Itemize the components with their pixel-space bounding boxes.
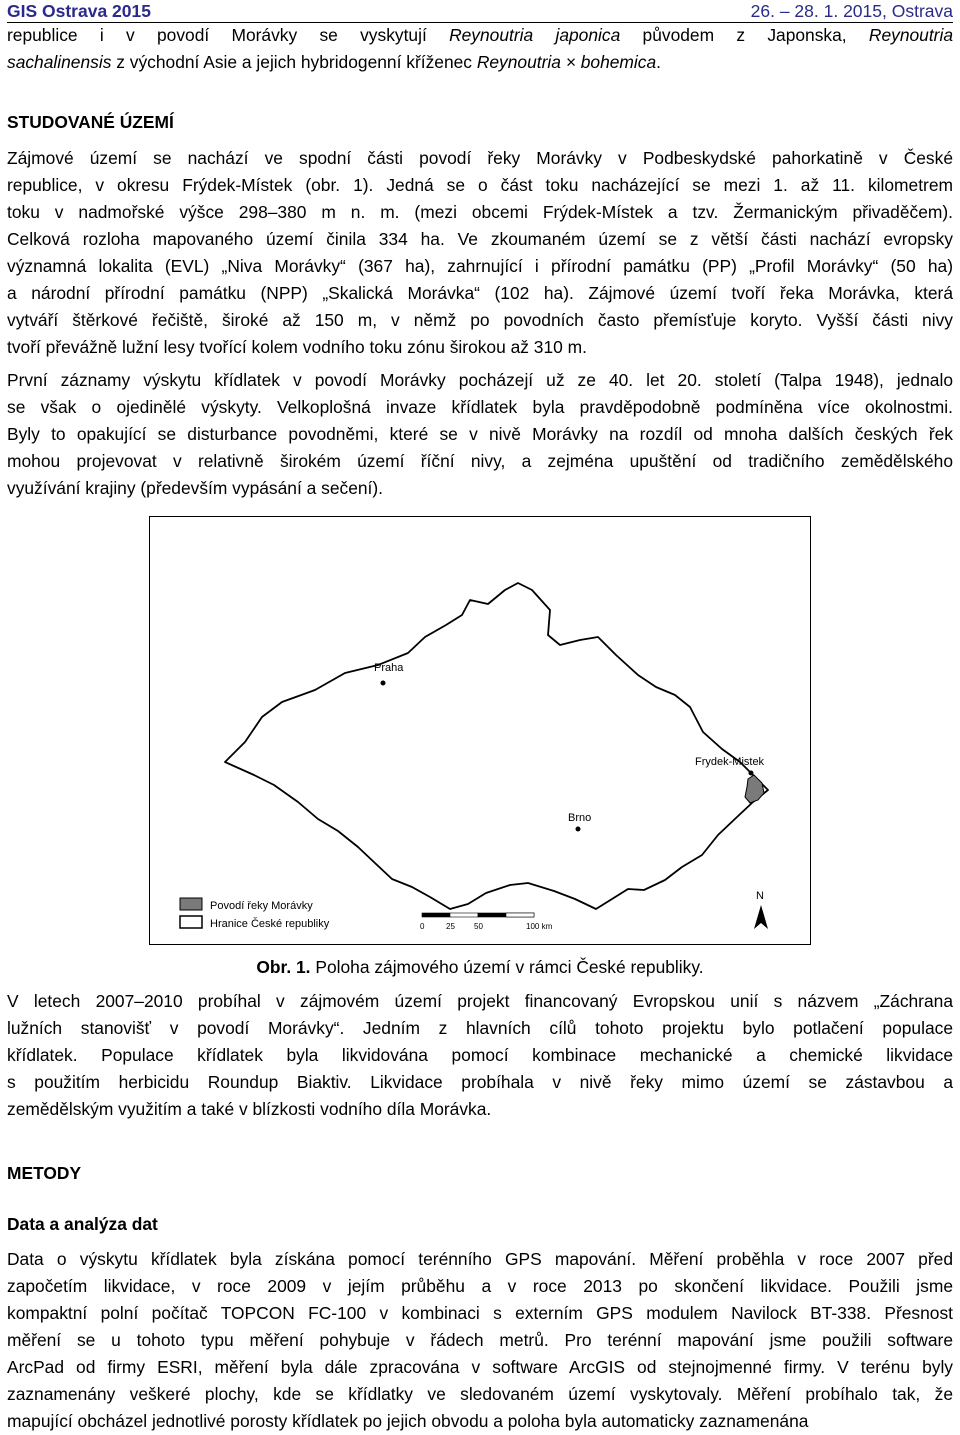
subsection-heading-data: Data a analýza dat: [7, 1214, 158, 1234]
label-brno: Brno: [568, 812, 592, 824]
text-line: Data o výskytu křídlatek byla získána pomocí terénního GPS mapování. Měření proběhla v roce 2007 před: [7, 1249, 953, 1269]
legend-basin-label: Povodí řeky Morávky: [210, 900, 313, 912]
map-czech-republic: [150, 517, 810, 944]
intro-paragraph: [7, 22, 953, 76]
paragraph-study-area-1: [7, 145, 953, 361]
species-name: Reynoutria: [868, 25, 954, 45]
text-line: s použitím herbicidu Roundup Biaktiv. Likvidace probíhala v nivě řeky mimo území se zástavbou a: [7, 1072, 953, 1092]
running-header: [7, 0, 953, 23]
text-line: kompaktní polní počítač TOPCON FC-100 v kombinaci s externím GPS modulem Navilock BT-338. Přesnost: [7, 1303, 953, 1323]
text-line: a národní přírodní památku (NPP) „Skalická Morávka“ (102 ha). Zájmové území tvoří řeka Morávka, která: [7, 283, 953, 303]
paragraph-data-collection: [7, 1246, 953, 1435]
text-line: Byly to opakující se disturbance povodněmi, které se v nivě Morávky na rozdíl od mnoha dalších českých řek: [7, 424, 953, 444]
species-name: Reynoutria japonica: [449, 25, 621, 45]
north-label: N: [756, 890, 764, 902]
moravka-basin-area: [745, 775, 764, 803]
text-line: Zájmové území se nachází ve spodní části povodí řeky Morávky v Podbeskydské pahorkatině v České: [7, 148, 953, 168]
text-line: V letech 2007–2010 probíhal v zájmovém území projekt financovaný Evropskou unií s názvem „Záchrana: [7, 991, 953, 1011]
legend-border-label: Hranice České republiky: [210, 918, 330, 930]
label-praha: Praha: [374, 662, 404, 674]
section-heading-methods: METODY: [7, 1163, 82, 1183]
header-conference-title: GIS Ostrava 2015: [7, 1, 151, 21]
legend-basin-swatch: [180, 898, 202, 910]
scale-bar: [420, 913, 553, 931]
north-arrow-icon: [754, 890, 768, 929]
scale-label-25: 25: [446, 922, 455, 931]
text-line: zemědělským využitím a také v blízkosti vodního díla Morávka.: [7, 1099, 492, 1119]
scale-label-100km: 100 km: [526, 922, 553, 931]
figure-caption-label: Obr. 1.: [256, 957, 311, 977]
figure-caption: [7, 957, 953, 978]
text-line: mohou projevovat v relativně širokém území říční nivy, a zejména upuštění od tradičního zemědělského: [7, 451, 953, 471]
text-line: se však o ojedinělé výskyty. Velkoplošná invaze křídlatek byla pravděpodobně podmíněna více okolnostmi.: [7, 397, 953, 417]
scale-label-0: 0: [420, 922, 425, 931]
text-line: významná lokalita (EVL) „Niva Morávky“ (367 ha), zahrnující i přírodní památku (PP) „Profil Morávky“ (50 ha): [7, 256, 953, 276]
legend-border-swatch: [180, 916, 202, 928]
figure-map: [149, 516, 811, 945]
paragraph-study-area-2: [7, 367, 953, 502]
label-frydek-mistek: Frydek-Mistek: [695, 756, 765, 768]
frydek-marker: [749, 771, 754, 776]
text-line: započetím likvidace, v roce 2009 v jejím průběhu a v roce 2013 po skončení likvidace. Použili jsme: [7, 1276, 953, 1296]
text-line: lužních stanovišť v povodí Morávky“. Jedním z hlavních cílů tohoto projektu bylo potlačení populace: [7, 1018, 953, 1038]
text-line: Celková rozloha mapovaného území činila 334 ha. Ve zkoumaném území se z větší části nachází evropsky: [7, 229, 953, 249]
species-name: sachalinensis: [7, 52, 112, 72]
text-line: vytváří štěrkové řečiště, široké až 150 m, v němž po povodních často přemísťuje koryto. Vyšší části nivy: [7, 310, 953, 330]
praha-marker: [381, 681, 386, 686]
brno-marker: [576, 827, 581, 832]
text-run: z východní Asie a jejich hybridogenní kříženec: [111, 52, 477, 72]
text-line: ArcPad od firmy ESRI, měření byla dále zpracována v software ArcGIS od stejnojmenné firmy. V terénu byly: [7, 1357, 953, 1377]
text-line: První záznamy výskytu křídlatek v povodí Morávky pocházejí už ze 40. let 20. století (Talpa 1948), jednalo: [7, 370, 953, 390]
section-heading-study-area: STUDOVANÉ ÚZEMÍ: [7, 112, 174, 132]
text-run: původem z Japonska,: [620, 25, 869, 45]
text-line: tvoří převážně lužní lesy tvořící kolem vodního toku zónu širokou až 310 m.: [7, 337, 587, 357]
text-line: mapující obcházel jednotlivé porosty křídlatek po jejich obvodu a poloha byla automaticky zaznamenána: [7, 1411, 809, 1431]
text-line: využívání krajiny (především vypásání a sečení).: [7, 478, 383, 498]
czech-border-outline: [225, 583, 768, 909]
text-line: [7, 22, 953, 49]
text-line: [7, 49, 953, 76]
scale-label-50: 50: [474, 922, 483, 931]
text-line: republice, v okresu Frýdek-Místek (obr. 1). Jedná se o část toku nacházející se mezi 1. až 11. kilometrem: [7, 175, 953, 195]
text-line: zaznamenány veškeré plochy, kde se křídlatky ve sledovaném území vyskytovaly. Měření probíhalo tak, že: [7, 1384, 953, 1404]
figure-caption-text: Poloha zájmového území v rámci České republiky.: [310, 957, 704, 977]
text-line: křídlatek. Populace křídlatek byla likvidována pomocí kombinace mechanické a chemické likvidace: [7, 1045, 953, 1065]
text-run: republice i v povodí Morávky se vyskytují: [7, 25, 450, 45]
text-run: .: [656, 52, 661, 72]
species-name: Reynoutria × bohemica: [476, 52, 657, 72]
text-line: měření se u tohoto typu měření pohybuje v řádech metrů. Pro terénní mapování jsme použili software: [7, 1330, 953, 1350]
header-date-place: 26. – 28. 1. 2015, Ostrava: [750, 1, 953, 21]
text-line: toku v nadmořské výšce 298–380 m n. m. (mezi obcemi Frýdek-Místek a tzv. Žermanickým přivaděčem).: [7, 202, 953, 222]
paragraph-project: [7, 988, 953, 1123]
